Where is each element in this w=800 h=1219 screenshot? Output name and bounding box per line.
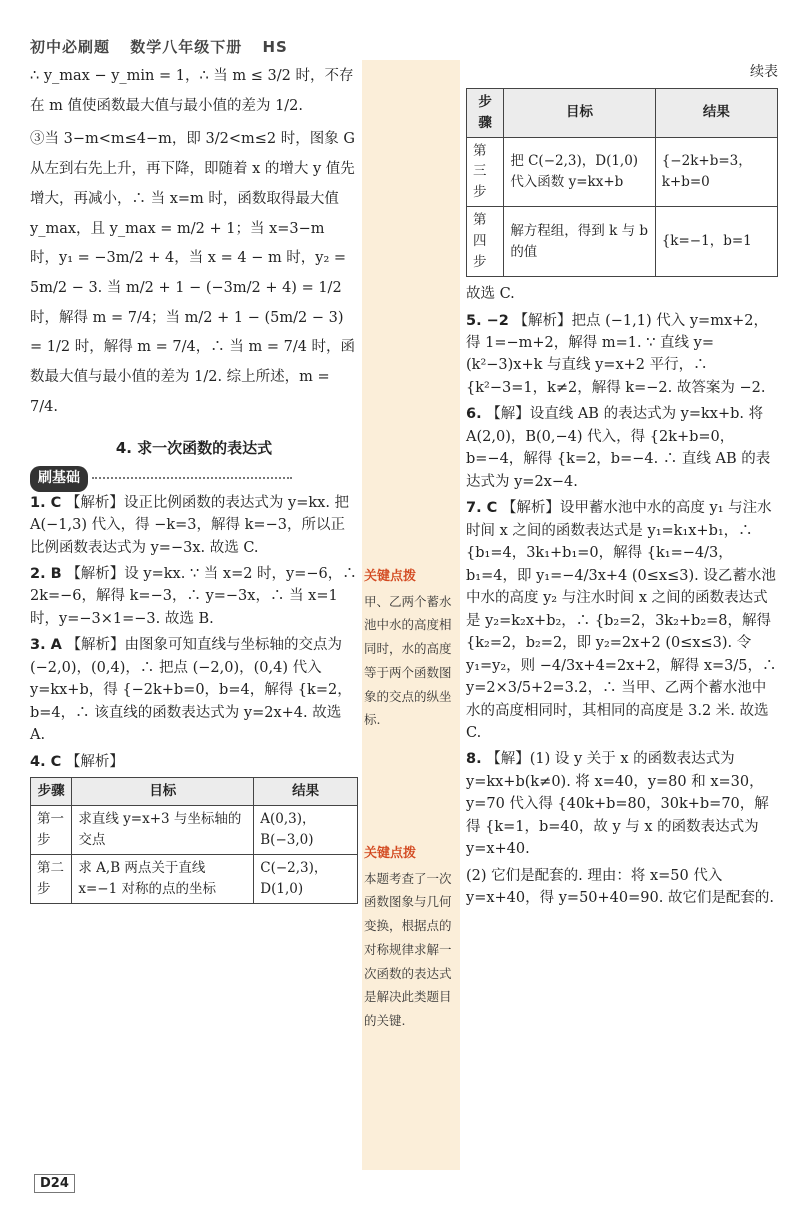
answer-text: 【解】(1) 设 y 关于 x 的函数表达式为 y=kx+b(k≠0). 将 x=40，y=80 和 x=30，y=70 代入得 {40k+b=80，30k+b=70，解得 {k=1，b=40，故 y 与 x 的函数表达式为 y=x+40.: [466, 751, 769, 858]
table-header: 结果: [655, 88, 777, 137]
table-cell: 把 C(−2,3)，D(1,0) 代入函数 y=kx+b: [504, 137, 655, 207]
subject-title: 数学八年级下册: [130, 38, 243, 56]
table-row: [467, 137, 778, 207]
question-number: 1. C: [30, 494, 62, 511]
right-column: [466, 62, 778, 914]
question-number: 8.: [466, 751, 482, 768]
answer-text: 【解析】: [65, 753, 124, 770]
table-header: 步骤: [467, 88, 504, 137]
choose-text: 故选 C.: [466, 286, 515, 303]
note-text: 甲、乙两个蓄水池中水的高度相同时，水的高度等于两个函数图象的交点的纵坐标.: [364, 593, 452, 728]
steps-table: [30, 777, 358, 904]
table-cell: {−2k+b=3，k+b=0: [655, 137, 777, 207]
question-3: [30, 634, 358, 746]
question-8-part-2: (2) 它们是配套的. 理由：将 x=50 代入 y=x+40，得 y=50+40=90. 故它们是配套的.: [466, 867, 775, 907]
table-cell: 第一步: [31, 806, 72, 855]
question-2: [30, 563, 358, 630]
question-number: 5. −2: [466, 312, 509, 329]
key-point-note-1: [364, 565, 458, 732]
answer-text: 【解析】设 y=kx. ∵ 当 x=2 时，y=−6，∴ 2k=−6，解得 k=−3，∴ y=−3x，∴ 当 x=1 时，y=−3×1=−3. 故选 B.: [30, 565, 357, 627]
table-cell: 解方程组，得到 k 与 b 的值: [504, 207, 655, 277]
book-title: 初中必刷题: [30, 38, 111, 56]
table-cell: 第二步: [31, 854, 72, 903]
table-cell: C(−2,3)，D(1,0): [254, 854, 358, 903]
table-header: 目标: [72, 778, 254, 806]
table-header: 目标: [504, 88, 655, 137]
question-1: [30, 492, 358, 559]
table-cell: 求 A,B 两点关于直线 x=−1 对称的点的坐标: [72, 854, 254, 903]
table-cell: A(0,3)，B(−3,0): [254, 806, 358, 855]
table-cell: 第三步: [467, 137, 504, 207]
table-cell: 第四步: [467, 207, 504, 277]
question-4: [30, 751, 358, 773]
continued-label: 续表: [750, 64, 778, 80]
page-header: [30, 36, 302, 57]
answer-text: 【解】设直线 AB 的表达式为 y=kx+b. 将 A(2,0)，B(0,−4) 代入，得 {2k+b=0，b=−4，解得 {k=2，b=−4. ∴ 直线 AB 的表达式为 y=2x−4.: [466, 406, 771, 490]
key-point-note-2: [364, 842, 458, 1033]
answer-text: 【解析】设甲蓄水池中水的高度 y₁ 与注水时间 x 之间的函数表达式是 y₁=k₁x+b₁，∴ {b₁=4，3k₁+b₁=0，解得 {k₁=−4/3，b₁=4，即 y₁=−4/3x+4 (0≤x≤3). 设乙蓄水池中水的高度 y₂ 与注水时间 x 之间的函数表达式是 y₂=k₂x+b₂，∴ {b₂=2，3k₂+b₂=8，解得 {k₂=2，b₂=2，即 y₂=2x+2 (0≤x≤3). 令 y₁=y₂，则 −4/3x+4=2x+2，解得 x=3/5，∴ y=2×3/5+2=3.2，∴ 当甲、乙两个蓄水池中水的高度相同时，其相同的高度是 3.2 米. 故选 C.: [466, 500, 777, 741]
table-row: [31, 806, 358, 855]
section-badge: 刷基础: [30, 466, 88, 492]
answer-text: 【解析】设正比例函数的表达式为 y=kx. 把 A(−1,3) 代入，得 −k=3，解得 k=−3，所以正比例函数表达式为 y=−3x. 故选 C.: [30, 494, 350, 556]
answer-text: 【解析】把点 (−1,1) 代入 y=mx+2，得 1=−m+2，解得 m=1. ∵ 直线 y=(k²−3)x+k 与直线 y=x+2 平行，∴ {k²−3=1，k≠2，解得 k=−2. 故答案为 −2.: [466, 312, 768, 396]
question-6: [466, 403, 778, 493]
question-number: 3. A: [30, 637, 62, 654]
question-7: [466, 497, 778, 744]
paragraph: ③当 3−m<m≤4−m，即 3/2<m≤2 时，图象 G 从左到右先上升，再下降，即随着 x 的增大 y 值先增大，再减小，∴ 当 x=m 时，函数取得最大值 y_max，且 y_max = m/2 + 1；当 x=3−m 时，y₁ = −3m/2 + 4，当 x = 4 − m 时，y₂ = 5m/2 − 3. 当 m/2 + 1 − (−3m/2 + 4) = 1/2 时，解得 m = 7/4；当 m/2 + 1 − (5m/2 − 3) = 1/2 时，解得 m = 7/4，∴ 当 m = 7/4 时，函数最大值与最小值的差为 1/2. 综上所述，m = 7/4.: [30, 131, 356, 415]
question-number: 2. B: [30, 565, 62, 582]
table-header: 结果: [254, 778, 358, 806]
divider: [92, 477, 292, 479]
question-8: [466, 748, 778, 860]
table-header: 步骤: [31, 778, 72, 806]
page-number: D24: [34, 1174, 75, 1193]
table-row: [31, 854, 358, 903]
section-title: 4. 求一次函数的表达式: [115, 438, 273, 457]
note-title: 关键点拨: [364, 569, 417, 584]
note-title: 关键点拨: [364, 846, 417, 861]
steps-table-continued: [466, 88, 778, 277]
badge-row: [30, 466, 358, 492]
paragraph: ∴ y_max − y_min = 1，∴ 当 m ≤ 3/2 时，不存在 m 值使函数最大值与最小值的差为 1/2.: [30, 68, 354, 114]
left-column: [30, 62, 358, 910]
answer-text: 【解析】由图象可知直线与坐标轴的交点为 (−2,0)，(0,4)，∴ 把点 (−2,0)，(0,4) 代入 y=kx+b，得 {−2k+b=0，b=4，解得 {k=2，b=4，∴ 该直线的函数表达式为 y=2x+4. 故选 A.: [30, 637, 352, 744]
question-number: 7. C: [466, 500, 498, 517]
question-5: [466, 310, 778, 400]
question-number: 4. C: [30, 753, 62, 770]
note-text: 本题考查了一次函数图象与几何变换，根据点的对称规律求解一次函数的表达式是解决此类题目的关键.: [364, 870, 452, 1029]
table-row: [467, 207, 778, 277]
table-cell: {k=−1，b=1: [655, 207, 777, 277]
table-cell: 求直线 y=x+3 与坐标轴的交点: [72, 806, 254, 855]
question-number: 6.: [466, 406, 482, 423]
edition-label: HS: [262, 38, 288, 56]
